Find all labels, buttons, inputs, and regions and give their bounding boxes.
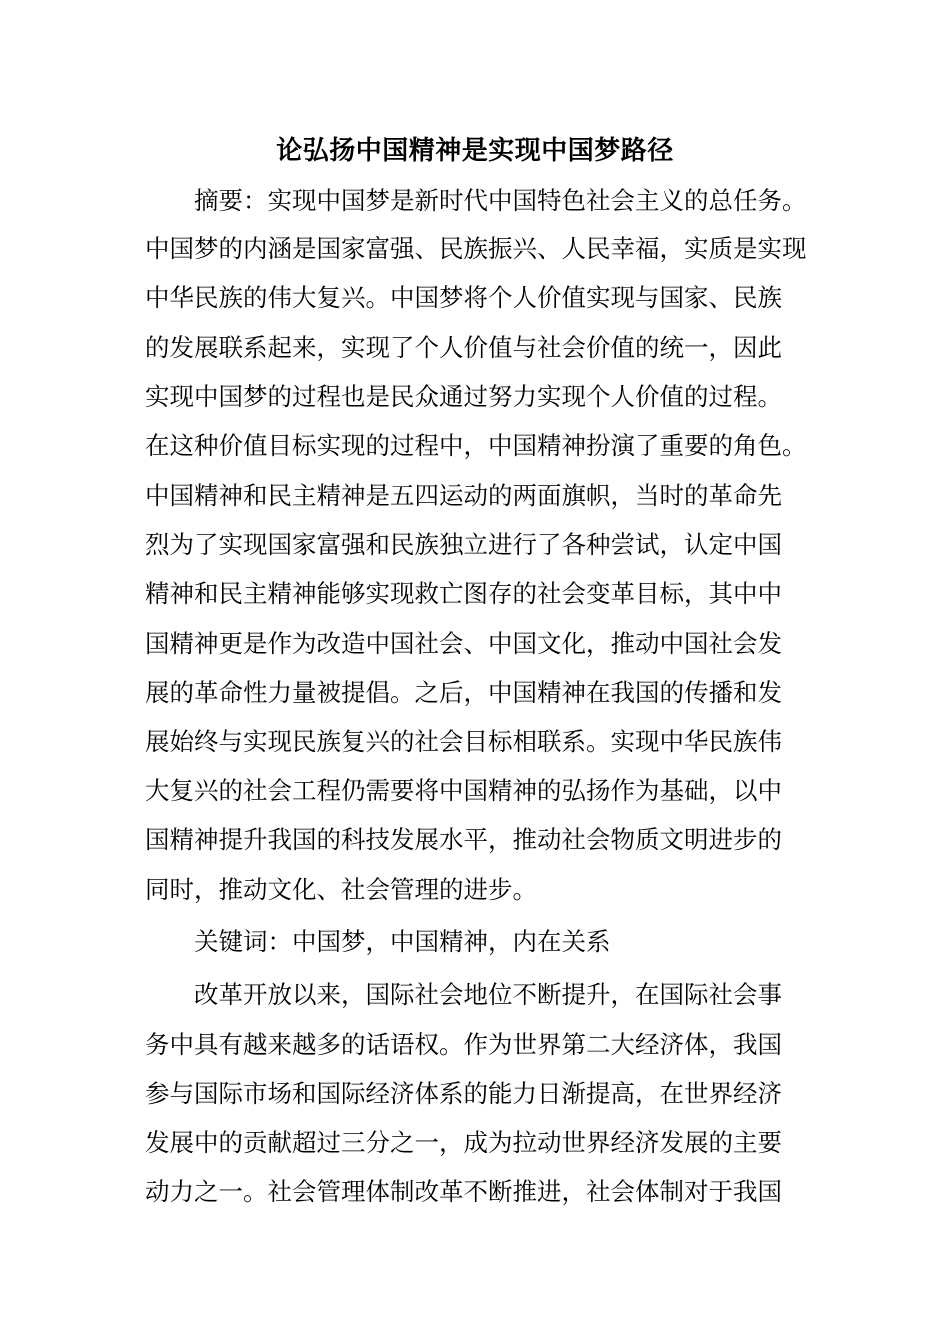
abstract-line: 大复兴的社会工程仍需要将中国精神的弘扬作为基础，以中: [145, 776, 782, 805]
abstract-line: 展始终与实现民族复兴的社会目标相联系。实现中华民族伟: [145, 727, 782, 756]
abstract-line: 烈为了实现国家富强和民族独立进行了各种尝试，认定中国: [145, 530, 782, 559]
abstract-line: 在这种价值目标实现的过程中，中国精神扮演了重要的角色。: [145, 431, 807, 460]
body-line: 动力之一。社会管理体制改革不断推进，社会体制对于我国: [145, 1177, 782, 1206]
abstract-line: 精神和民主精神能够实现救亡图存的社会变革目标，其中中: [145, 579, 782, 608]
body-line: 务中具有越来越多的话语权。作为世界第二大经济体，我国: [145, 1030, 782, 1059]
abstract-line: 中华民族的伟大复兴。中国梦将个人价值实现与国家、民族: [145, 283, 782, 312]
body-line: 发展中的贡献超过三分之一，成为拉动世界经济发展的主要: [145, 1128, 782, 1157]
abstract-line: 摘要：实现中国梦是新时代中国特色社会主义的总任务。: [194, 186, 807, 215]
body-line: 改革开放以来，国际社会地位不断提升，在国际社会事: [194, 980, 782, 1009]
abstract-line: 的发展联系起来，实现了个人价值与社会价值的统一，因此: [145, 333, 782, 362]
abstract-line: 国精神提升我国的科技发展水平，推动社会物质文明进步的: [145, 825, 782, 854]
abstract-line: 中国精神和民主精神是五四运动的两面旗帜，当时的革命先: [145, 481, 782, 510]
abstract-line: 国精神更是作为改造中国社会、中国文化，推动中国社会发: [145, 629, 782, 658]
abstract-line: 展的革命性力量被提倡。之后，中国精神在我国的传播和发: [145, 678, 782, 707]
abstract-line: 同时，推动文化、社会管理的进步。: [145, 875, 537, 904]
body-line: 参与国际市场和国际经济体系的能力日渐提高，在世界经济: [145, 1079, 782, 1108]
keywords-line: 关键词：中国梦，中国精神，内在关系: [194, 927, 611, 956]
document-title: 论弘扬中国精神是实现中国梦路径: [276, 136, 674, 166]
abstract-line: 中国梦的内涵是国家富强、民族振兴、人民幸福，实质是实现: [145, 234, 807, 263]
abstract-line: 实现中国梦的过程也是民众通过努力实现个人价值的过程。: [145, 382, 782, 411]
